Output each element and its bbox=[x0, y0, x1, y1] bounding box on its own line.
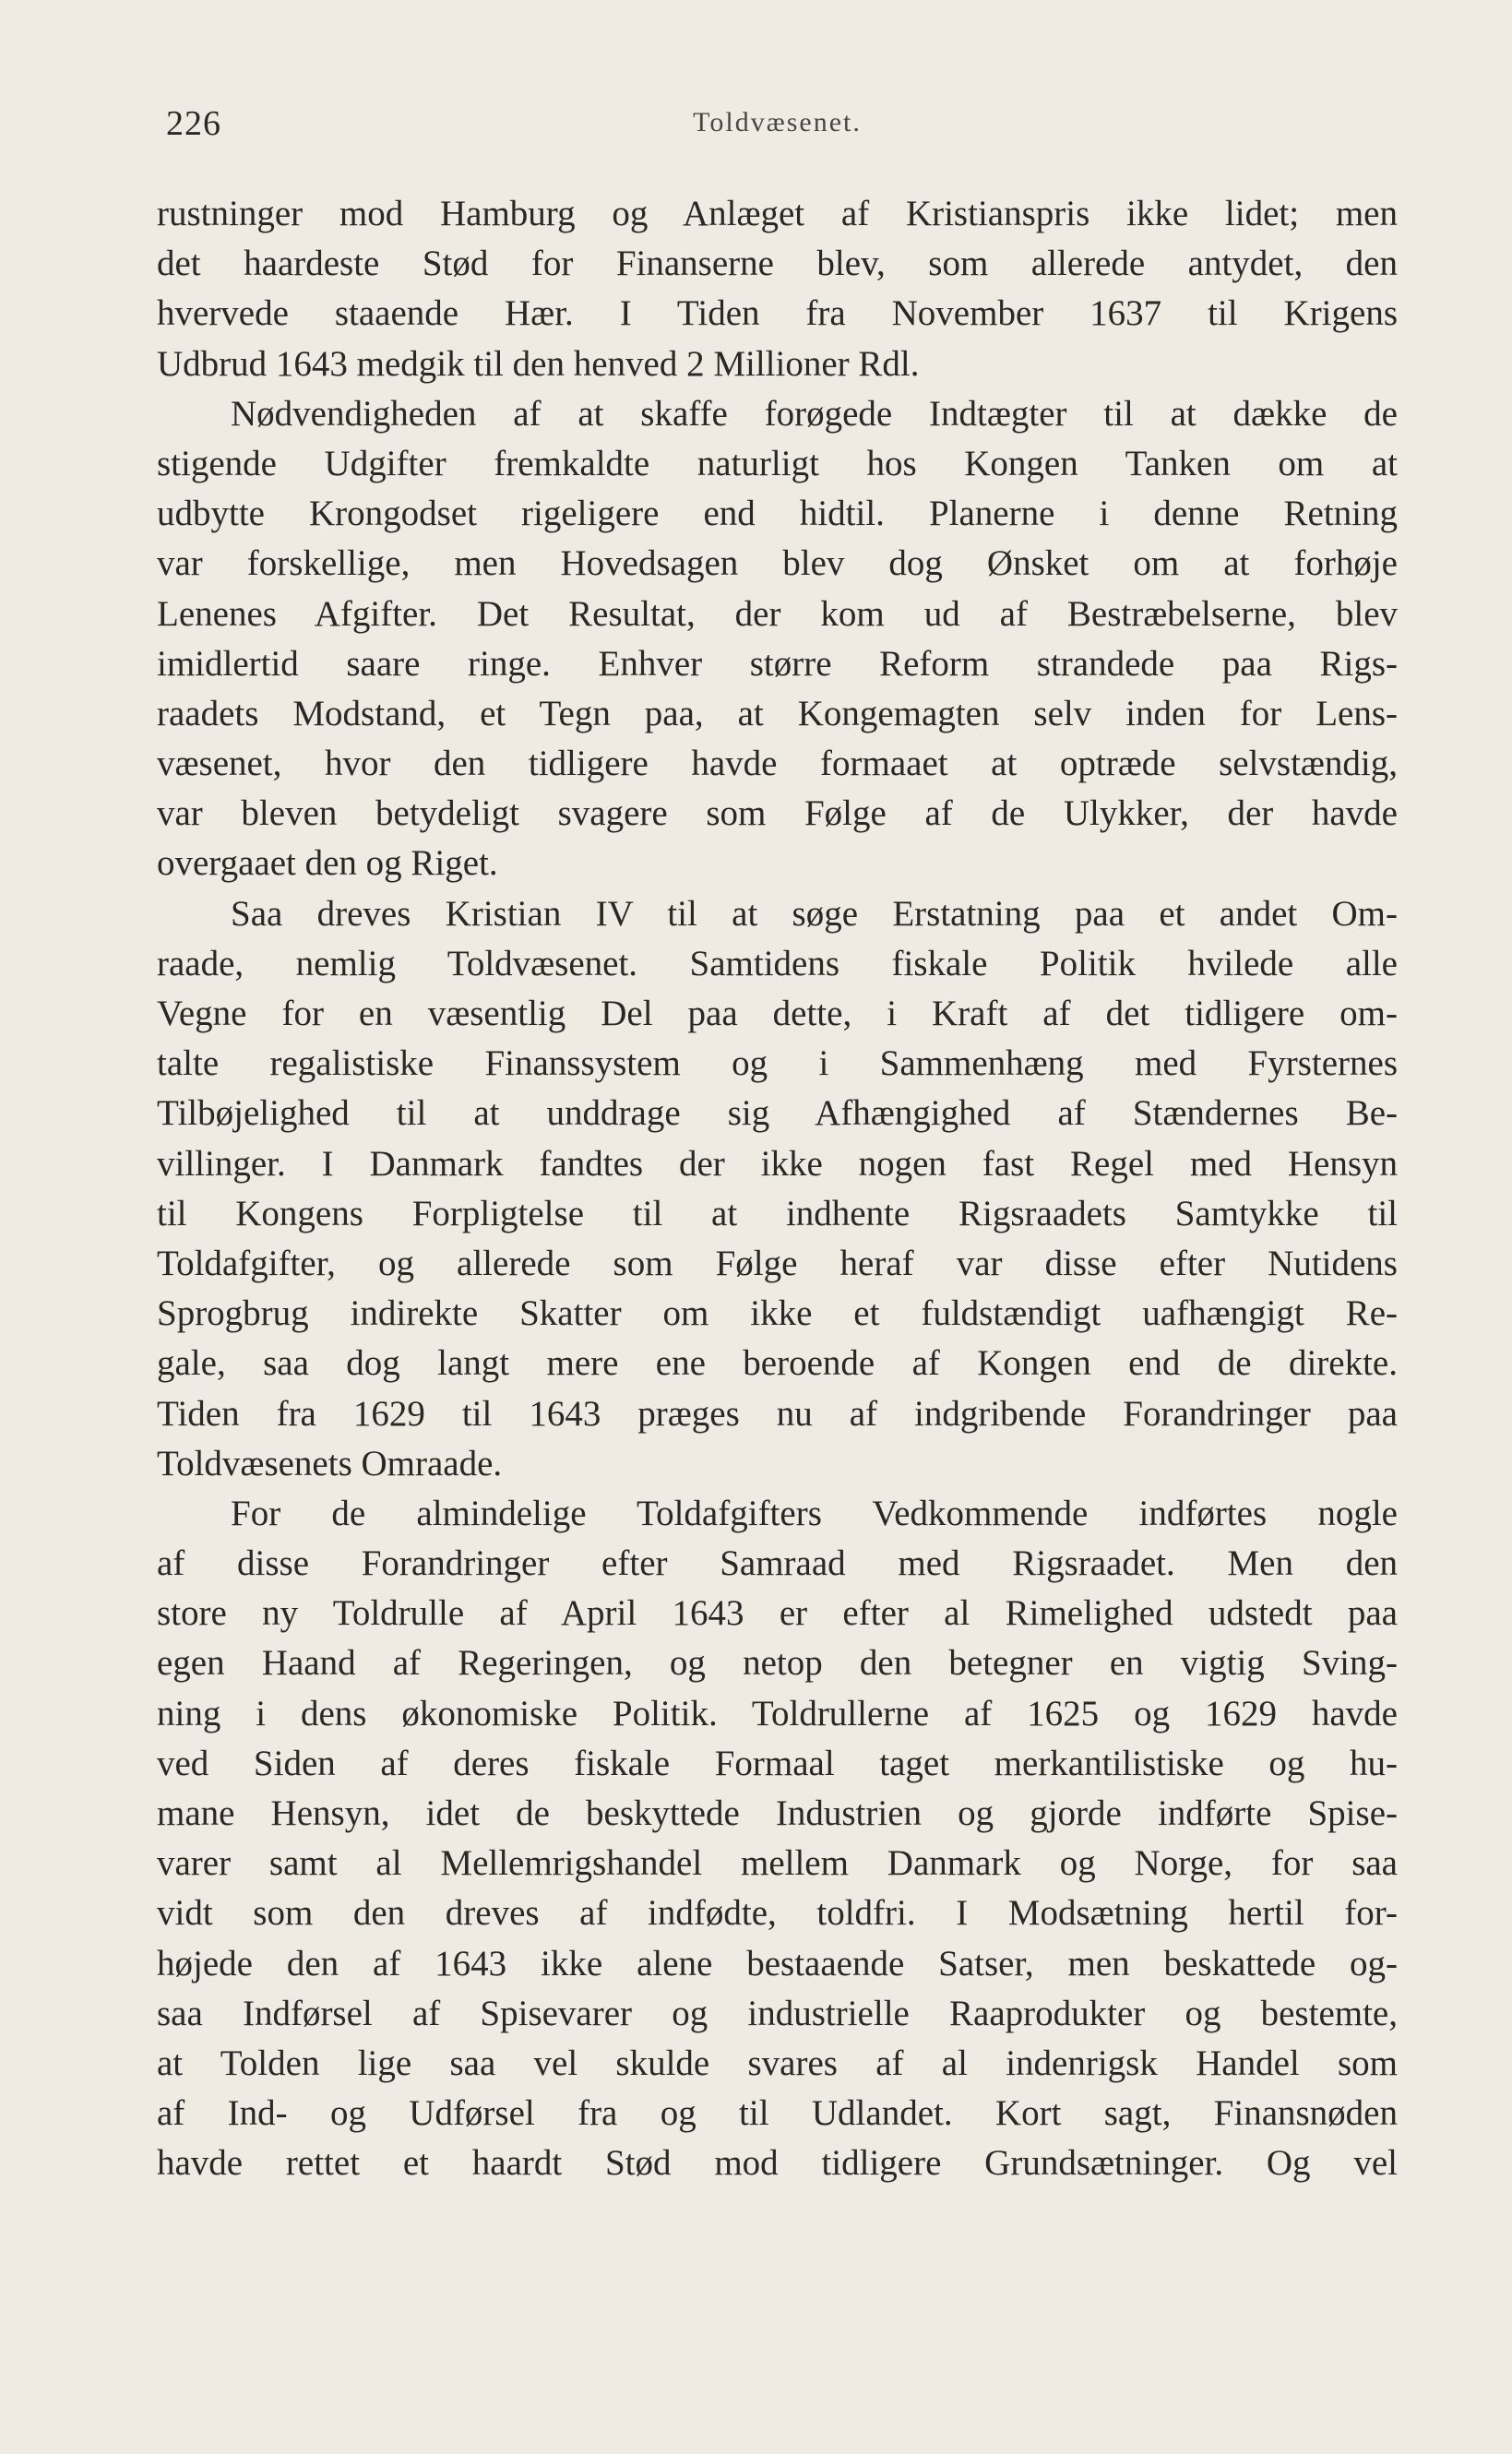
paragraph-start-line: Saa dreves Kristian IV til at søge Erstatning paa et andet Om- bbox=[231, 893, 1398, 934]
paragraph-start-line: For de almindelige Toldafgifters Vedkommende indførtes nogle bbox=[231, 1493, 1398, 1533]
text-line: Lenenes Afgifter. Det Resultat, der kom ud af Bestræbelserne, blev bbox=[157, 593, 1398, 634]
text-line: imidlertid saare ringe. Enhver større Reform strandede paa Rigs- bbox=[157, 643, 1398, 684]
text-line: Toldvæsenets Omraade. bbox=[157, 1443, 503, 1483]
text-line: hvervede staaende Hær. I Tiden fra November 1637 til Krigens bbox=[157, 293, 1398, 334]
running-title: Toldvæsenet. bbox=[693, 107, 862, 137]
text-line: Vegne for en væsentlig Del paa dette, i Kraft af det tidligere om- bbox=[157, 994, 1398, 1033]
text-line: væsenet, hvor den tidligere havde formaaet at optræde selvstændig, bbox=[157, 744, 1398, 784]
text-line: saa Indførsel af Spisevarer og industrielle Raaprodukter og bestemte, bbox=[157, 1993, 1398, 2033]
page-number: 226 bbox=[166, 104, 221, 143]
paragraph-start-line: Nødvendigheden af at skaffe forøgede Indtægter til at dække de bbox=[231, 393, 1398, 434]
text-line: varer samt al Mellemrigshandel mellem Danmark og Norge, for saa bbox=[157, 1843, 1398, 1884]
text-line: store ny Toldrulle af April 1643 er efter al Rimelighed udstedt paa bbox=[157, 1593, 1398, 1634]
text-line: af Ind- og Udførsel fra og til Udlandet. Kort sagt, Finansnøden bbox=[157, 2093, 1398, 2134]
text-line: Udbrud 1643 medgik til den henved 2 Millioner Rdl. bbox=[157, 343, 920, 384]
text-line: til Kongens Forpligtelse til at indhente Rigsraadets Samtykke til bbox=[157, 1193, 1398, 1233]
text-line: stigende Udgifter fremkaldte naturligt hos Kongen Tanken om at bbox=[157, 443, 1398, 483]
text-line: ning i dens økonomiske Politik. Toldrullerne af 1625 og 1629 havde bbox=[157, 1693, 1398, 1733]
text-line: af disse Forandringer efter Samraad med Rigsraadet. Men den bbox=[157, 1543, 1398, 1584]
text-line: raadets Modstand, et Tegn paa, at Kongemagten selv inden for Lens- bbox=[157, 693, 1398, 733]
text-line: villinger. I Danmark fandtes der ikke nogen fast Regel med Hensyn bbox=[157, 1143, 1398, 1184]
text-line: det haardeste Stød for Finanserne blev, som allerede antydet, den bbox=[157, 244, 1398, 284]
text-line: Tiden fra 1629 til 1643 præges nu af indgribende Forandringer paa bbox=[157, 1393, 1398, 1434]
text-line: var forskellige, men Hovedsagen blev dog Ønsket om at forhøje bbox=[157, 543, 1398, 584]
text-line: talte regalistiske Finanssystem og i Sammenhæng med Fyrsternes bbox=[157, 1043, 1398, 1084]
body-text bbox=[157, 189, 1398, 2189]
text-line: Sprogbrug indirekte Skatter om ikke et fuldstændigt uafhængigt Re- bbox=[157, 1293, 1398, 1334]
text-line: rustninger mod Hamburg og Anlæget af Kristianspris ikke lidet; men bbox=[157, 194, 1398, 233]
text-line: Tilbøjelighed til at unddrage sig Afhængighed af Stændernes Be- bbox=[157, 1093, 1398, 1134]
text-line: udbytte Krongodset rigeligere end hidtil. Planerne i denne Retning bbox=[157, 494, 1398, 534]
text-line: Toldafgifter, og allerede som Følge heraf var disse efter Nutidens bbox=[157, 1243, 1398, 1283]
text-line: vidt som den dreves af indfødte, toldfri. I Modsætning hertil for- bbox=[157, 1893, 1398, 1934]
page-header bbox=[166, 103, 1388, 149]
text-line: at Tolden lige saa vel skulde svares af al indenrigsk Handel som bbox=[157, 2043, 1398, 2083]
text-line: raade, nemlig Toldvæsenet. Samtidens fiskale Politik hvilede alle bbox=[157, 943, 1398, 983]
text-line: havde rettet et haardt Stød mod tidligere Grundsætninger. Og vel bbox=[157, 2143, 1398, 2184]
text-line: gale, saa dog langt mere ene beroende af Kongen end de direkte. bbox=[157, 1343, 1398, 1384]
text-line: mane Hensyn, idet de beskyttede Industrien og gjorde indførte Spise- bbox=[157, 1793, 1398, 1833]
text-line: højede den af 1643 ikke alene bestaaende Satser, men beskattede og- bbox=[157, 1943, 1398, 1983]
text-line: ved Siden af deres fiskale Formaal taget merkantilistiske og hu- bbox=[157, 1743, 1398, 1783]
text-line: var bleven betydeligt svagere som Følge af de Ulykker, der havde bbox=[157, 793, 1398, 834]
text-line: overgaaet den og Riget. bbox=[157, 843, 498, 884]
text-line: egen Haand af Regeringen, og netop den betegner en vigtig Sving- bbox=[157, 1643, 1398, 1684]
